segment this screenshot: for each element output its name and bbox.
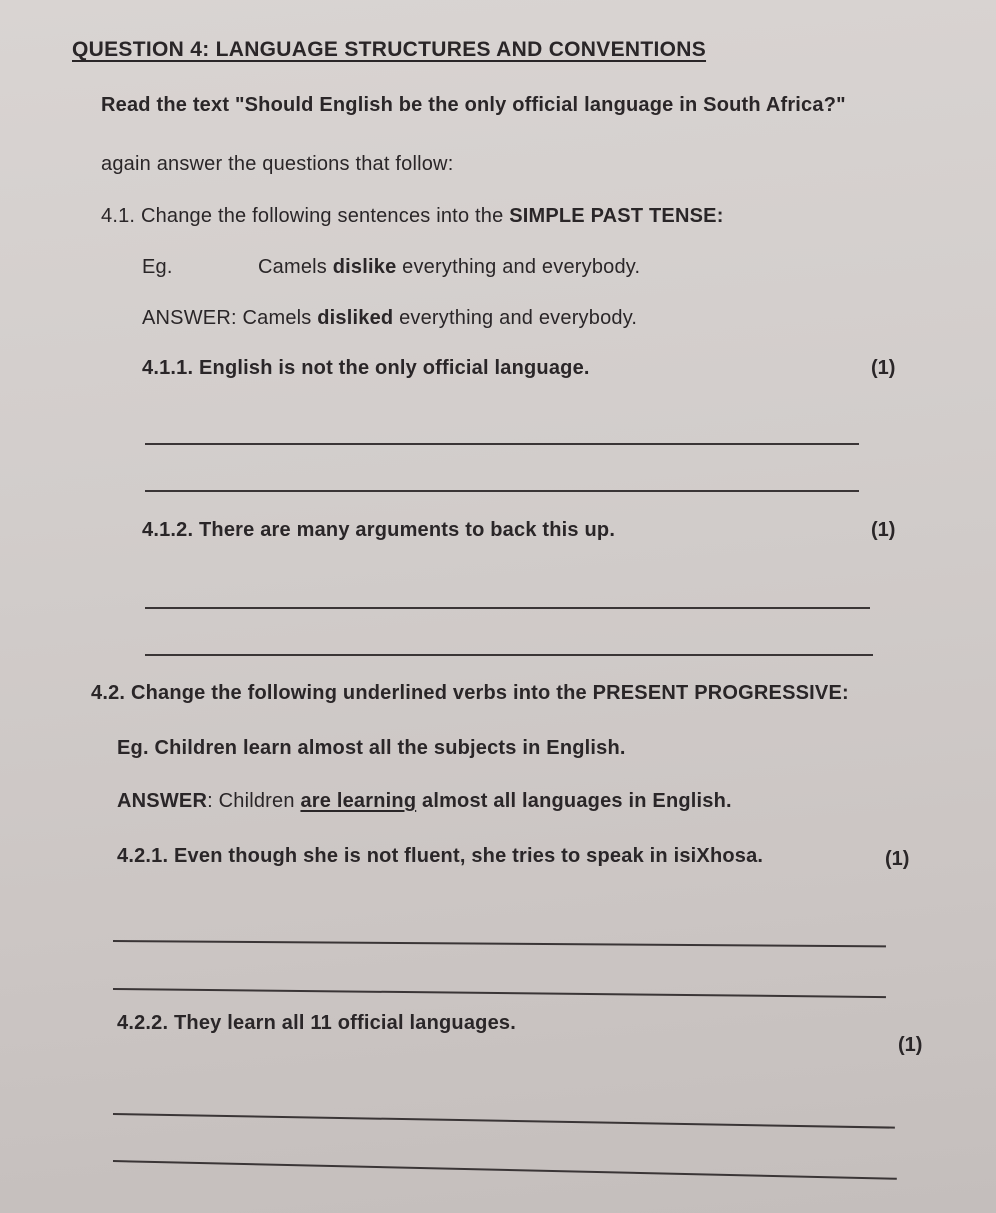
q4-1-example (258, 256, 640, 279)
q4-2-2-answer-line-1[interactable] (113, 1113, 895, 1129)
intro-line-1 (101, 94, 846, 117)
q4-2-1-text: Even though she is not fluent, she tries to speak in isiXhosa. (174, 845, 764, 867)
q4-1-2-text: There are many arguments to back this up. (199, 519, 616, 541)
q4-1-1-question (142, 357, 590, 380)
q4-1-1-answer-line-1[interactable] (145, 443, 859, 445)
example-verb: dislike (332, 256, 397, 278)
q4-1-1-answer-line-2[interactable] (145, 490, 859, 492)
q4-2-instruction-emphasis: PRESENT PROGRESSIVE: (592, 682, 849, 704)
q4-1-instruction (101, 205, 724, 228)
q4-2-2-text: They learn all 11 official languages. (174, 1012, 516, 1034)
intro-line-2: again answer the questions that follow: (101, 153, 454, 175)
q4-2-answer-example (117, 790, 732, 813)
q4-1-instruction-emphasis: SIMPLE PAST TENSE: (509, 205, 724, 227)
q4-2-2-number: 4.2.2. (117, 1012, 169, 1034)
q4-1-2-question (142, 519, 615, 542)
example-post: everything and everybody. (396, 256, 641, 278)
q4-2-1-answer-line-1[interactable] (113, 940, 886, 947)
answer-pre: Camels (242, 307, 318, 329)
q4-1-instruction-text: Change the following sentences into the (140, 205, 510, 227)
q4-2-instruction-text: Change the following underlined verbs into the (130, 682, 593, 704)
q4-2-1-number: 4.2.1. (117, 845, 169, 867)
q4-1-2-number: 4.1.2. (142, 519, 194, 541)
answer-post: almost all languages in English. (416, 790, 732, 812)
q4-1-answer-example (142, 307, 637, 330)
answer-label: ANSWER (117, 790, 208, 812)
answer-verb-underlined: are learning (300, 790, 417, 812)
intro-prefix: Read the text (101, 94, 235, 116)
q4-1-2-answer-line-1[interactable] (145, 607, 870, 609)
q4-2-1-answer-line-2[interactable] (113, 988, 886, 998)
q4-2-2-marks: (1) (898, 1034, 923, 1056)
q4-2-1-question (117, 845, 763, 868)
q4-2-2-question (117, 1012, 516, 1035)
q4-1-2-marks: (1) (871, 519, 896, 541)
text-title: "Should English be the only official language in South Africa?" (234, 94, 846, 116)
q4-1-1-text: English is not the only official language. (199, 357, 590, 379)
answer-verb: disliked (317, 307, 394, 329)
q4-1-1-marks: (1) (871, 357, 896, 379)
answer-pre: : Children (207, 790, 301, 812)
q4-2-1-marks: (1) (885, 848, 910, 870)
answer-post: everything and everybody. (393, 307, 638, 329)
q4-1-2-answer-line-2[interactable] (145, 654, 873, 656)
question-title: QUESTION 4: LANGUAGE STRUCTURES AND CONVENTIONS (72, 38, 707, 61)
q4-2-example: Eg. Children learn almost all the subjects in English. (117, 737, 626, 759)
q4-2-2-answer-line-2[interactable] (113, 1160, 897, 1180)
q4-1-example-label: Eg. (142, 256, 173, 278)
q4-2-instruction (91, 682, 849, 705)
q4-2-number: 4.2. (91, 682, 126, 704)
example-pre: Camels (258, 256, 333, 278)
q4-1-1-number: 4.1.1. (142, 357, 194, 379)
answer-label: ANSWER: (142, 307, 243, 329)
q4-1-number: 4.1. (101, 205, 136, 227)
